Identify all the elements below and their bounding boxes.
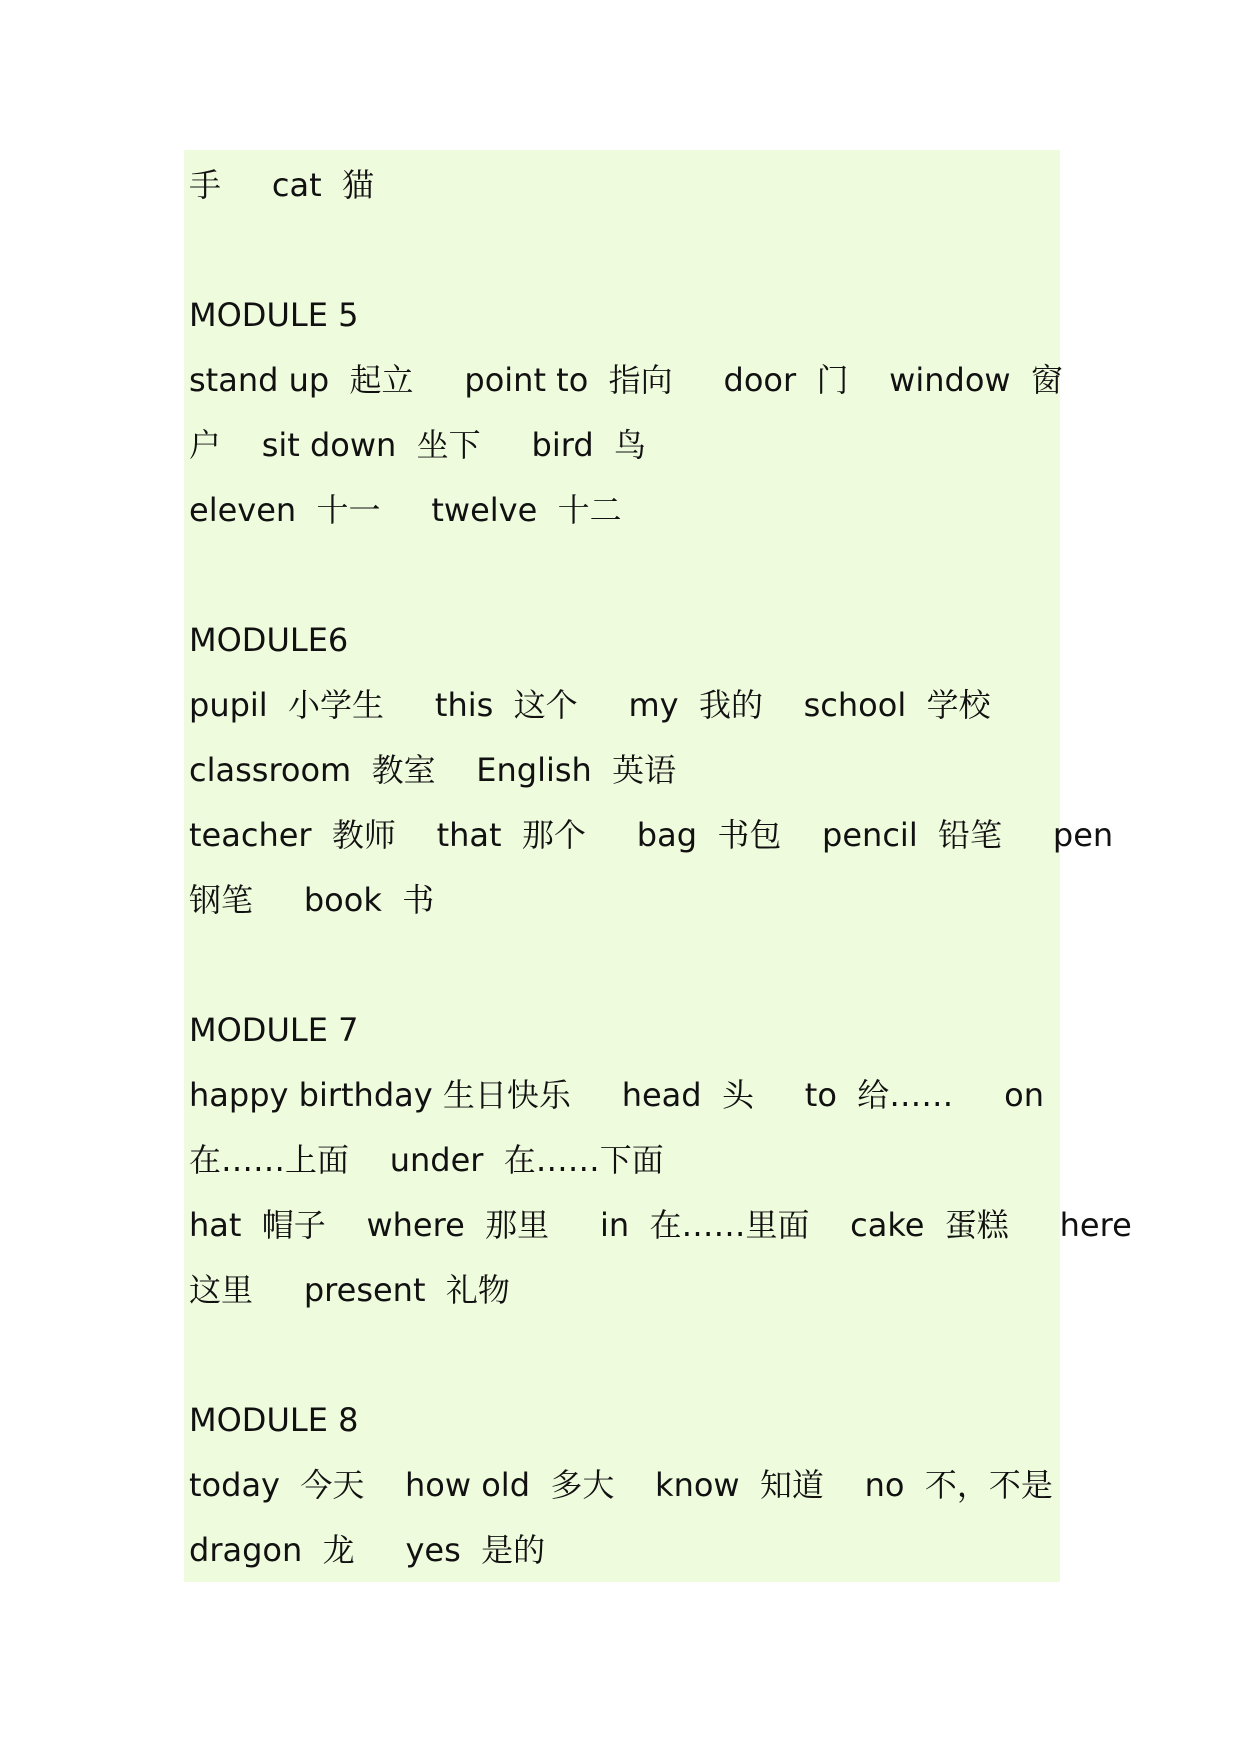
vocab-line-hand-cat: 手 cat 猫 [189,166,374,204]
module-7-heading: MODULE 7 [189,1011,359,1049]
module-8-heading: MODULE 8 [189,1401,359,1439]
vocab-line-module6-3: teacher 教师 that 那个 bag 书包 pencil 铅笔 pen [189,816,1114,854]
vocab-line-module6-2: classroom 教室 English 英语 [189,751,677,789]
module-5-heading: MODULE 5 [189,296,359,334]
vocab-line-module6-4: 钢笔 book 书 [189,881,435,919]
vocab-line-module5-3: eleven 十一 twelve 十二 [189,491,622,529]
vocab-line-module8-1: today 今天 how old 多大 know 知道 no 不，不是 [189,1466,1053,1504]
vocab-line-module5-2: 户 sit down 坐下 bird 鸟 [189,426,646,464]
vocab-line-module7-3: hat 帽子 where 那里 in 在……里面 cake 蛋糕 here [189,1206,1132,1244]
module-6-heading: MODULE6 [189,621,349,659]
vocab-line-module7-4: 这里 present 礼物 [189,1271,510,1309]
vocab-line-module5-1: stand up 起立 point to 指向 door 门 window 窗 [189,361,1063,399]
vocab-line-module8-2: dragon 龙 yes 是的 [189,1531,546,1569]
vocab-line-module7-2: 在……上面 under 在……下面 [189,1141,664,1179]
vocab-line-module6-1: pupil 小学生 this 这个 my 我的 school 学校 [189,686,991,724]
vocab-line-module7-1: happy birthday 生日快乐 head 头 to 给…… on [189,1076,1044,1114]
